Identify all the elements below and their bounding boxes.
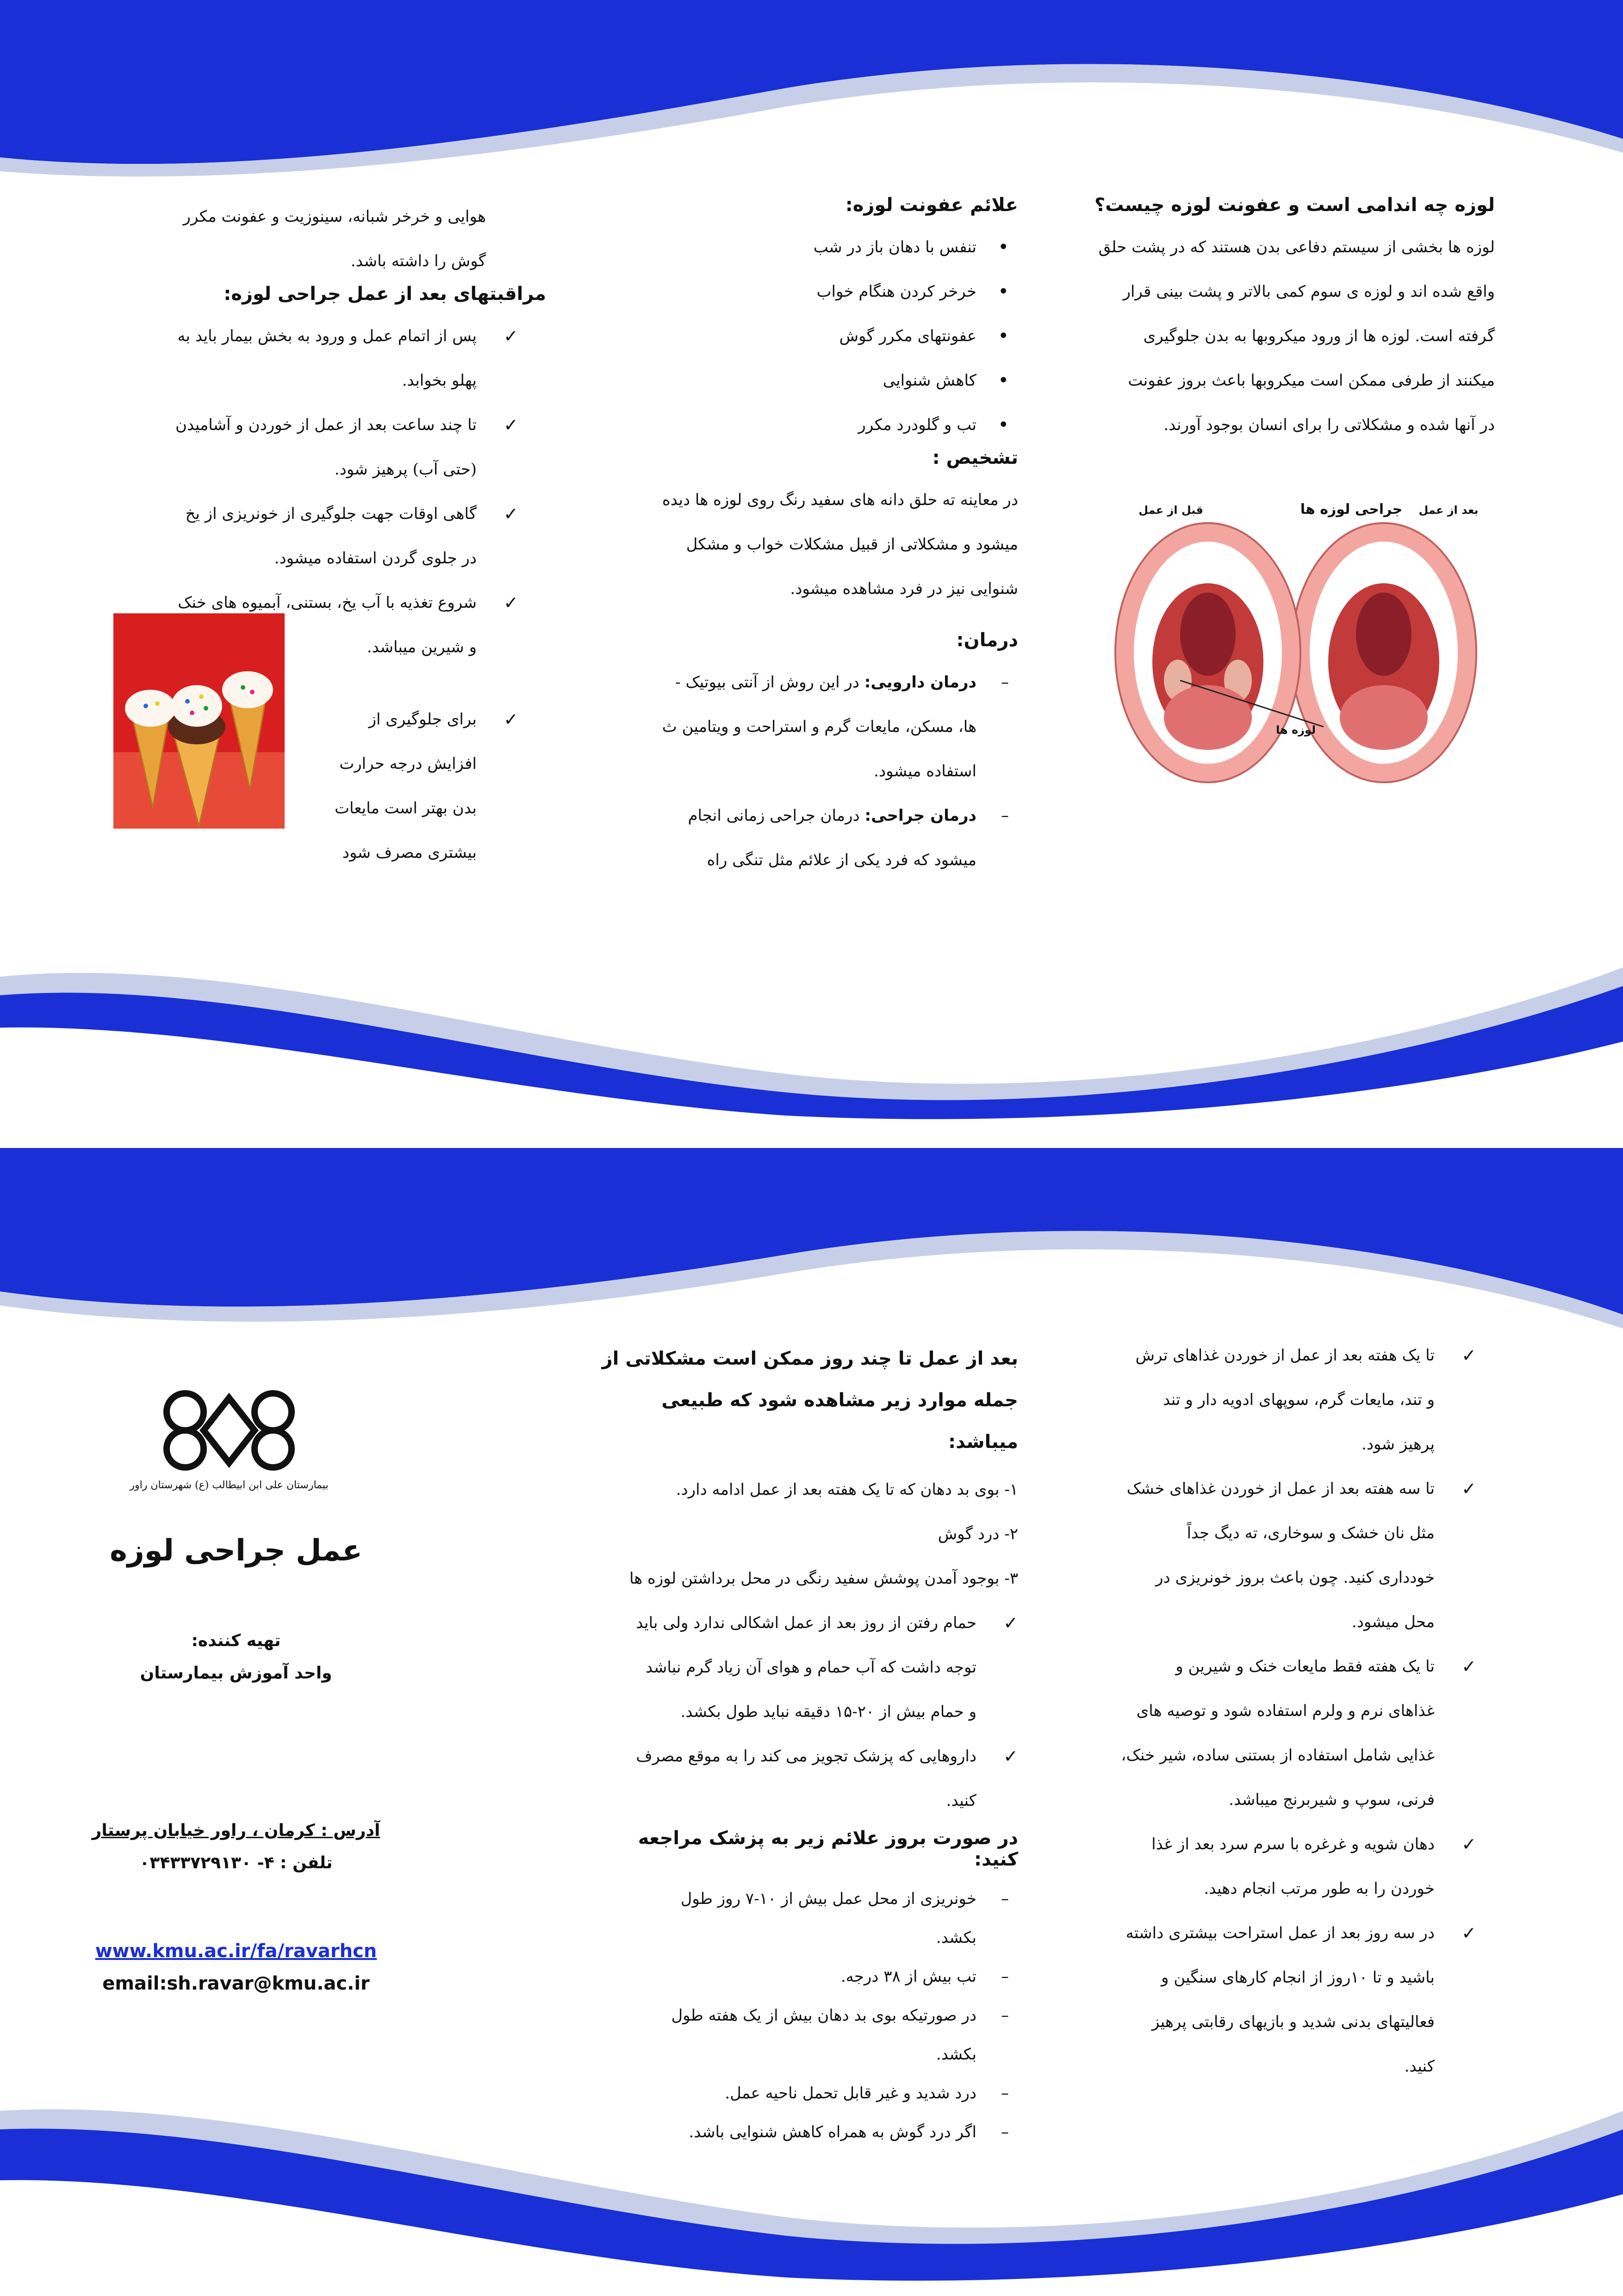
phone-text: تلفن : ۴- ۰۳۴۳۳۷۲۹۱۳۰ — [139, 1853, 333, 1872]
numbered-item: ۱- بوی بد دهان که تا یک هفته بعد از عمل ادامه دارد. — [676, 1480, 1018, 1499]
checkmark-icon: ✓ — [1461, 1479, 1476, 1499]
checkmark-icon: ✓ — [504, 415, 518, 435]
intro-line: واقع شده اند و لوزه ی سوم کمی بالاتر و پشت بینی قرار — [1123, 282, 1495, 301]
checkmark-icon: ✓ — [1003, 1746, 1018, 1766]
treatment-drug-label: درمان دارویی: — [864, 673, 976, 692]
bullet-icon: • — [998, 414, 1009, 436]
mouth-before-surgery — [1115, 523, 1300, 782]
diet-advice-section — [1078, 1333, 1476, 2089]
checkmark-icon: ✓ — [1461, 1834, 1476, 1854]
checkmark-icon: ✓ — [1461, 1345, 1476, 1366]
list-item: ✓ حمام رفتن از روز بعد از عمل اشکالی ندارد ولی باید توجه داشت که آب حمام و هوای آن زیاد گرم نباشد و حمام بیش از ۲۰-۱۵ دقیقه نباید طول بکشد. — [602, 1601, 1018, 1734]
list-item: ✓ داروهایی که پزشک تجویز می کند را به موقع مصرف کنید. — [602, 1734, 1018, 1823]
treatment-surgery-label: درمان جراحی: — [864, 806, 976, 825]
treatment-title: درمان: — [956, 630, 1018, 651]
list-item: – تب بیش از ۳۸ درجه. — [602, 1957, 1018, 1996]
mouth-after-surgery — [1291, 523, 1476, 782]
post-op-symptoms-title-line: جمله موارد زیر مشاهده شود که طبیعی میباشد: — [661, 1390, 1018, 1453]
checkmark-icon: ✓ — [1003, 1613, 1018, 1633]
intro-title: لوزه چه اندامی است و عفونت لوزه چیست؟ — [1094, 194, 1495, 216]
dash-icon: – — [1001, 673, 1009, 692]
post-op-symptoms-section — [602, 1338, 1018, 2152]
diet-advice-list — [1078, 1333, 1476, 2089]
list-item: ✓ در سه روز بعد از عمل استراحت بیشتری داشته باشید و تا ۱۰روز از انجام کارهای سنگین و فعالیتهای بدنی شدید و بازیهای رقابتی پرهیز کنید. — [1078, 1911, 1476, 2089]
bullet-icon: • — [998, 237, 1009, 258]
intro-line: گرفته است. لوزه ها از ورود میکروبها به بدن جلوگیری — [1143, 327, 1495, 345]
diagnosis-line: میشود و مشکلاتی از قبیل مشکلات خواب و مشکل — [686, 535, 1018, 554]
diagnosis-title: تشخیص : — [932, 447, 1018, 468]
continued-line: گوش را داشته باشد. — [350, 252, 486, 270]
numbered-item: ۳- بوجود آمدن پوشش سفید رنگی در محل برداشتن لوزه ها — [629, 1569, 1018, 1588]
intro-line: میکنند از طرفی ممکن است میکروبها باعث بروز عفونت — [1128, 371, 1495, 390]
dash-icon: – — [1001, 2006, 1009, 2025]
checkmark-icon: ✓ — [1461, 1656, 1476, 1677]
figure-label-before: قبل از عمل — [1138, 504, 1203, 517]
intro-line: در آنها شده و مشکلاتی را برای انسان بوجود آورند. — [1163, 416, 1495, 434]
treatment-list — [602, 660, 1018, 882]
diagnosis-line: در معاینه ته حلق دانه های سفید رنگ روی لوزه ها دیده — [662, 491, 1018, 509]
symptoms-list — [602, 225, 1018, 447]
checkmark-icon: ✓ — [504, 504, 518, 524]
list-item: ✓ تا چند ساعت بعد از عمل از خوردن و آشامیدن (حتی آب) پرهیز شود. — [106, 403, 518, 492]
list-item: – درمان دارویی: در این روش از آنتی بیوتیک - ها، مسکن، مایعات گرم و استراحت و ویتامین ث استفاده میشود. — [602, 660, 1018, 793]
top-wave-decoration — [0, 0, 1623, 194]
bottom-wave-decoration — [0, 2083, 1623, 2296]
ice-cream-image — [113, 613, 285, 829]
dash-icon: – — [1001, 1967, 1009, 1986]
list-item: • تنفس با دهان باز در شب — [602, 225, 1018, 269]
checkmark-icon: ✓ — [504, 709, 518, 730]
list-item: – درد شدید و غیر قابل تحمل ناحیه عمل. — [602, 2074, 1018, 2113]
numbered-item: ۲- درد گوش — [938, 1525, 1018, 1543]
list-item: ✓ تا سه هفته بعد از عمل از خوردن غذاهای خشک مثل نان خشک و سوخاری، ته دیگ جداً خودداری کنید. چون باعث بروز خونریزی در محل میشود. — [1078, 1466, 1476, 1644]
list-item: ✓ پس از اتمام عمل و ورود به بخش بیمار باید به پهلو بخوابد. — [106, 314, 518, 403]
list-item: ✓ دهان شویه و غرغره با سرم سرد بعد از غذا خوردن را به طور مرتب انجام دهید. — [1078, 1822, 1476, 1911]
figure-label-after: بعد از عمل — [1418, 504, 1479, 517]
symptoms-title: علائم عفونت لوزه: — [845, 194, 1018, 216]
post-op-symptoms-title-line: بعد از عمل تا چند روز ممکن است مشکلاتی از — [602, 1348, 1018, 1369]
address-text: آدرس : کرمان ، راور خیابان پرستار — [92, 1821, 380, 1840]
list-item: ✓ گاهی اوقات جهت جلوگیری از خونریزی از یخ در جلوی گردن استفاده میشود. — [106, 492, 518, 580]
list-item: • تب و گلودرد مکرر — [602, 403, 1018, 447]
figure-title: جراحی لوزه ها — [1300, 501, 1403, 518]
cover-section — [69, 1528, 403, 2000]
list-item: • عفونتهای مکرر گوش — [602, 314, 1018, 358]
prepared-by-label: تهیه کننده: — [191, 1631, 281, 1650]
bullet-icon: • — [998, 325, 1009, 347]
hospital-logo — [130, 1379, 329, 1518]
bullet-icon: • — [998, 281, 1009, 302]
list-item: • خرخر کردن هنگام خواب — [602, 269, 1018, 314]
figure-label-tonsils: لوزه ها — [1275, 724, 1316, 736]
checkmark-icon: ✓ — [1461, 1923, 1476, 1943]
dash-icon: – — [1001, 2123, 1009, 2141]
dash-icon: – — [1001, 806, 1009, 825]
bottom-wave-decoration — [0, 935, 1623, 1148]
checkmark-icon: ✓ — [504, 593, 518, 613]
bullet-icon: • — [998, 370, 1009, 391]
list-item: ✓ شروع تغذیه با آب یخ، بستنی، آبمیوه های خنک و شیرین میباشد. — [106, 580, 518, 669]
intro-line: لوزه ها بخشی از سیستم دفاعی بدن هستند که در پشت حلق — [1098, 238, 1495, 256]
list-item: ✓ تا یک هفته بعد از عمل از خوردن غذاهای ترش و تند، مایعات گرم، سوپهای ادویه دار و تند پرهیز شود. — [1078, 1333, 1476, 1466]
list-item: ✓ برای جلوگیری از افزایش درجه حرارت بدن بهتر است مایعات بیشتری مصرف شود — [106, 697, 518, 875]
list-item: – خونریزی از محل عمل بیش از ۱۰-۷ روز طول بکشد. — [602, 1879, 1018, 1957]
symptoms-section — [602, 194, 1018, 882]
diagnosis-line: شنوایی نیز در فرد مشاهده میشود. — [790, 580, 1018, 598]
refer-to-doctor-title: در صورت بروز علائم زیر به پزشک مراجعه کنید: — [638, 1828, 1018, 1870]
bath-medicine-list — [602, 1601, 1018, 1823]
email-text[interactable]: email:sh.ravar@kmu.ac.ir — [102, 1973, 370, 1994]
logo-text: بیمارستان علی ابن ابیطالب (ع) شهرستان راور — [130, 1479, 329, 1491]
website-link[interactable]: www.kmu.ac.ir/fa/ravarhcn — [95, 1940, 377, 1962]
list-item: – درمان جراحی: درمان جراحی زمانی انجام میشود که فرد یکی از علائم مثل تنگی راه — [602, 793, 1018, 882]
list-item: – اگر درد گوش به همراه کاهش شنوایی باشد. — [602, 2113, 1018, 2152]
prepared-by-value: واحد آموزش بیمارستان — [140, 1664, 332, 1683]
dash-icon: – — [1001, 2084, 1009, 2103]
list-item: – در صورتیکه بوی بد دهان بیش از یک هفته طول بکشد. — [602, 1996, 1018, 2074]
list-item: • کاهش شنوایی — [602, 358, 1018, 403]
continued-line: هوایی و خرخر شبانه، سینوزیت و عفونت مکرر — [183, 207, 486, 226]
top-wave-decoration — [0, 1148, 1623, 1342]
checkmark-icon: ✓ — [504, 326, 518, 346]
dash-icon: – — [1001, 1890, 1009, 1908]
care-title: مراقبتهای بعد از عمل جراحی لوزه: — [224, 283, 546, 305]
brochure-page-2 — [0, 1148, 1623, 2296]
brochure-main-title: عمل جراحی لوزه — [110, 1534, 362, 1568]
tonsil-intro-section — [1078, 194, 1495, 447]
list-item: ✓ تا یک هفته فقط مایعات خنک و شیرین و غذاهای نرم و ولرم استفاده شود و توصیه های غذایی شامل استفاده از بستنی ساده، شیر خنک، فرنی، سوپ و شیربرنج میباشد. — [1078, 1644, 1476, 1822]
tonsil-surgery-illustration — [1111, 495, 1481, 810]
